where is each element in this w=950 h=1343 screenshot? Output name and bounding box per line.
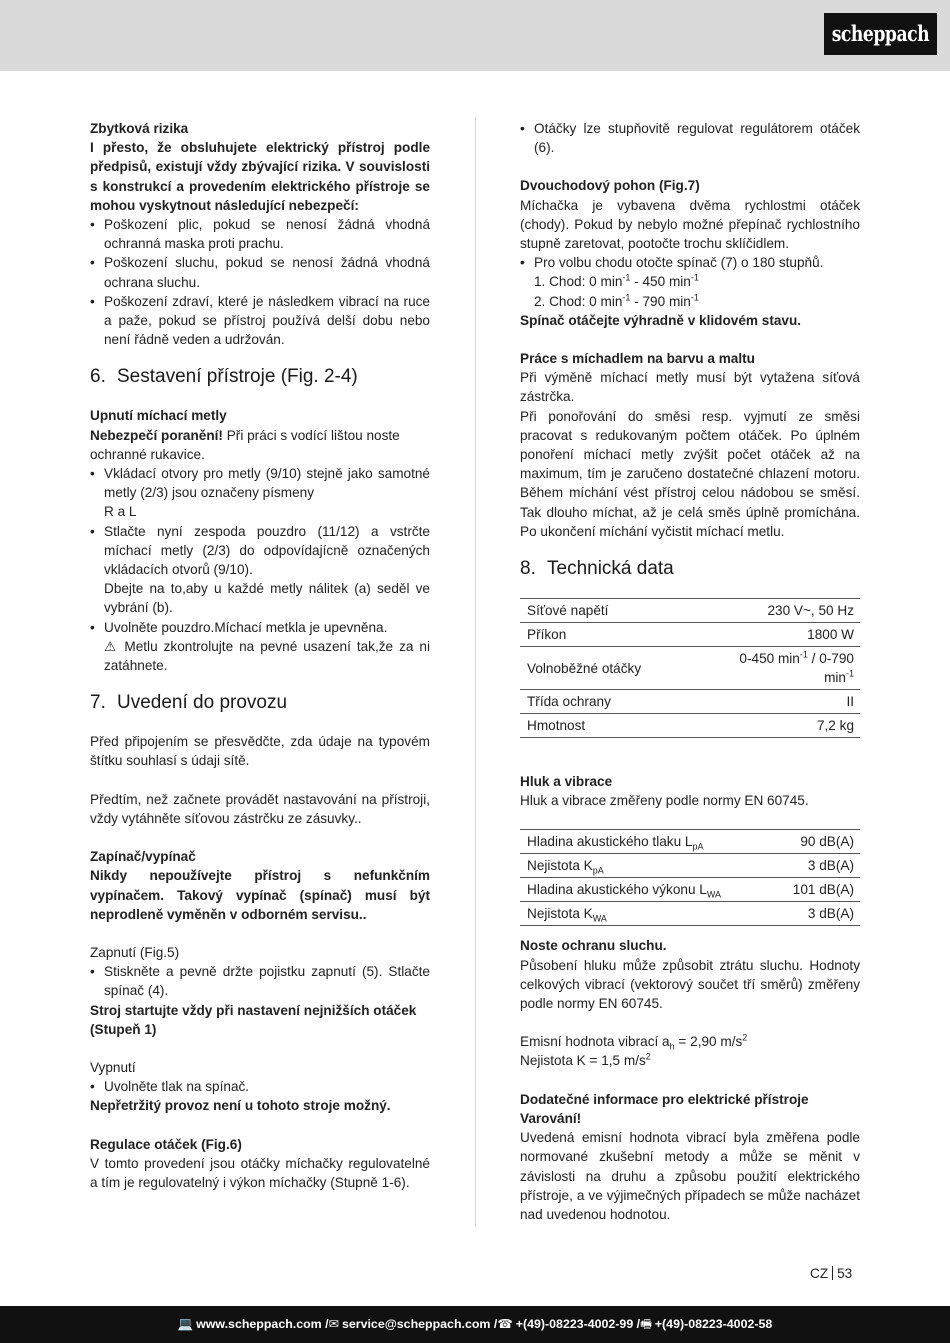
technical-data-table <box>520 598 860 738</box>
paint-heading: Práce s míchadlem na barvu a maltu <box>520 351 755 367</box>
paragraph: Při výměně míchací metly musí být vytažena síťová zástrčka. <box>520 370 860 405</box>
assembly-list <box>90 464 430 675</box>
gear-2: 2. Chod: 0 $\min^{-1} - 790$ $\min^{-1}$ <box>534 292 699 309</box>
list-item: • Uvolněte tlak na spínač. <box>90 1077 430 1096</box>
page-number: CZ 53 <box>810 1266 853 1281</box>
list-item: • Pro volbu chodu otočte spínač (7) o 180 stupňů. <box>520 253 860 272</box>
warning-label: Varování! <box>520 1110 582 1126</box>
list-item: • Stlačte nyní zespoda pouzdro (11/12) a vstrčte míchací metly (2/3) do odpovídajícně označených vkládacích otvorů (9/10). Dbejte na to,aby u každé metly nálitek (a) seděl ve vybrání (b). <box>90 522 430 618</box>
start-note: Stroj startujte vždy při nastavení nejnižších otáček (Stupeň 1) <box>90 1002 417 1037</box>
list-item: • Poškození plic, pokud se nenosí žádná vhodná ochranná maska proti prachu. <box>90 215 430 253</box>
vibration-uncertainty: Nejistota K = 1,5 $m/s^2$ <box>520 1051 651 1069</box>
scheppach-logo <box>824 13 937 55</box>
residual-risks-heading: Zbytková rizika <box>90 121 189 136</box>
gear-note: Spínač otáčejte výhradně v klidovém stavu. <box>520 312 802 328</box>
additional-heading: Dodatečné informace pro elektrické přístroje <box>520 1091 809 1107</box>
injury-warning: Nebezpečí poranění! Při práci s vodící lištou noste ochranné rukavice. <box>90 427 400 462</box>
footer-website[interactable]: www.scheppach.com / <box>196 1316 329 1331</box>
right-column <box>520 119 860 1224</box>
gear-heading: Dvouchodový pohon (Fig.7) <box>520 178 700 194</box>
ear-protection-heading: Noste ochranu sluchu. <box>520 938 667 954</box>
list-item: • Vkládací otvory pro metly (9/10) stejně jako samotné metly (2/3) jsou označeny písmeny R a L <box>90 464 430 522</box>
noise-table <box>520 829 860 926</box>
paragraph: Hluk a vibrace změřeny podle normy EN 60745. <box>520 793 809 809</box>
vibration-emission: Emisní hodnota vibrací $a_h = 2,90$ $m/s^2$ <box>520 1032 748 1052</box>
switch-heading: Zapínač/vypínač <box>90 849 196 865</box>
list-item: • Poškození zdraví, které je následkem vibrací na ruce a paže, pokud se přístroj používá delší dobu nebo není řádně veden a udržován. <box>90 292 430 350</box>
table-row: Třída ochrany II <box>520 690 860 714</box>
switch-on-label: Zapnutí (Fig.5) <box>90 944 180 960</box>
table-row: Hladina akustického tlaku $L_{pA}$ 90 dB(A) <box>520 830 860 854</box>
phone-icon: ☎ <box>497 1316 513 1331</box>
header-bar <box>0 0 950 71</box>
switch-warning: Nikdy nepoužívejte přístroj s nefunkčním vypínačem. Takový vypínač (spínač) musí být neprodleně vyměněn v odborném servisu.. <box>90 868 430 922</box>
paragraph: Působení hluku může způsobit ztrátu sluchu. Hodnoty celkových vibrací (vektorový součet tří směrů) změřeny podle normy EN 60745. <box>520 957 860 1012</box>
mixer-clamp-heading: Upnutí míchací metly <box>90 408 227 424</box>
section-8-title: 8. Technická data <box>520 558 674 580</box>
speed-heading: Regulace otáček (Fig.6) <box>90 1136 242 1152</box>
continuous-note: Nepřetržitý provoz není u tohoto stroje možný. <box>90 1098 391 1114</box>
table-row: Nejistota $K_{WA}$ 3 dB(A) <box>520 902 860 926</box>
table-row: Síťové napětí 230 V~, 50 Hz <box>520 599 860 623</box>
footer-email[interactable]: service@scheppach.com / <box>341 1316 498 1331</box>
column-divider <box>475 117 476 1227</box>
warning-icon: ⚠ <box>104 638 119 654</box>
footer-fax: +(49)-08223-4002-58 <box>654 1316 773 1331</box>
gear-1: 1. Chod: 0 $\min^{-1} - 450$ $\min^{-1}$ <box>534 272 699 290</box>
switch-off-label: Vypnutí <box>90 1059 136 1075</box>
footer-phone: +(49)-08223-4002-99 / <box>515 1316 641 1331</box>
table-row: Hladina akustického výkonu $L_{WA}$ 101 dB(A) <box>520 878 860 902</box>
section-7-title: 7. Uvedení do provozu <box>90 692 288 714</box>
list-item: • Uvolněte pouzdro.Míchací metkla je upevněna. ⚠ Metlu zkontrolujte na pevné usazení tak,že za ni zatáhnete. <box>90 618 430 676</box>
left-column <box>90 119 430 1192</box>
computer-icon: 💻 <box>177 1316 194 1331</box>
list-item: • Stiskněte a pevně držte pojistku zapnutí (5). Stlačte spínač (4). <box>90 962 430 1000</box>
logo-text: scheppach <box>831 21 930 47</box>
list-item: • Poškození sluchu, pokud se nenosí žádná vhodná ochrana sluchu. <box>90 253 430 291</box>
section-6-title: 6. Sestavení přístroje (Fig. 2-4) <box>90 366 358 388</box>
fax-icon: 🖷 <box>640 1316 652 1331</box>
noise-heading: Hluk a vibrace <box>520 774 613 790</box>
mail-icon: ✉ <box>328 1316 339 1331</box>
paragraph: Před připojením se přesvědčte, zda údaje na typovém štítku souhlasí s údaji sítě. <box>90 734 430 769</box>
footer-bar <box>0 1306 950 1343</box>
paragraph: Při ponořování do směsi resp. vyjmutí ze směsi pracovat s redukovaným počtem otáček. Po úplném ponoření míchací metly zvýšit počet otáček až na maximum, tím je zaručeno dostatečné chlazení motoru. Během míchání vést přístroj celou nádobou se směsí. Tak dlouho míchat, až je celá směs úplně promíchána. Po ukončení míchání vyčistit míchací metlu. <box>520 408 860 539</box>
table-row: Příkon 1800 W <box>520 623 860 647</box>
paragraph: V tomto provedení jsou otáčky míchačky regulovatelné a tím je regulovatelný i výkon míchačky (Stupně 1-6). <box>90 1155 430 1190</box>
list-item: • Otáčky lze stupňovitě regulovat regulátorem otáček (6). <box>520 119 860 157</box>
table-row: Volnoběžné otáčky 0-450 $\min^{-1} / 0-790$ $\min^{-1}$ <box>520 647 860 690</box>
paragraph: Míchačka je vybavena dvěma rychlostmi otáček (chody). Pokud by nebylo možné přepínač rychlostního stupně zaretovat, pootočte trochu sklíčidlem. <box>520 197 860 252</box>
table-row: Nejistota $K_{pA}$ 3 dB(A) <box>520 854 860 878</box>
paragraph: Předtím, než začnete provádět nastavování na přístroji, vždy vytáhněte síťovou zástrčku ze zásuvky.. <box>90 791 430 826</box>
residual-risks-list <box>90 215 430 349</box>
residual-risks-intro: I přesto, že obsluhujete elektrický přístroj podle předpisů, existují vždy zbývající rizika. V souvislosti s konstrukcí a provedením elektrického přístroje se mohou vyskytnout následující nebezpečí: <box>90 140 430 213</box>
paragraph: Uvedená emisní hodnota vibrací byla změřena podle normované zkušební metody a může se měnit v závislosti na druhu a způsobu použití elektrického přístroje, a ve výjimečných případech se může nacházet nad uvedenou hodnotou. <box>520 1130 860 1222</box>
table-row: Hmotnost 7,2 kg <box>520 714 860 738</box>
